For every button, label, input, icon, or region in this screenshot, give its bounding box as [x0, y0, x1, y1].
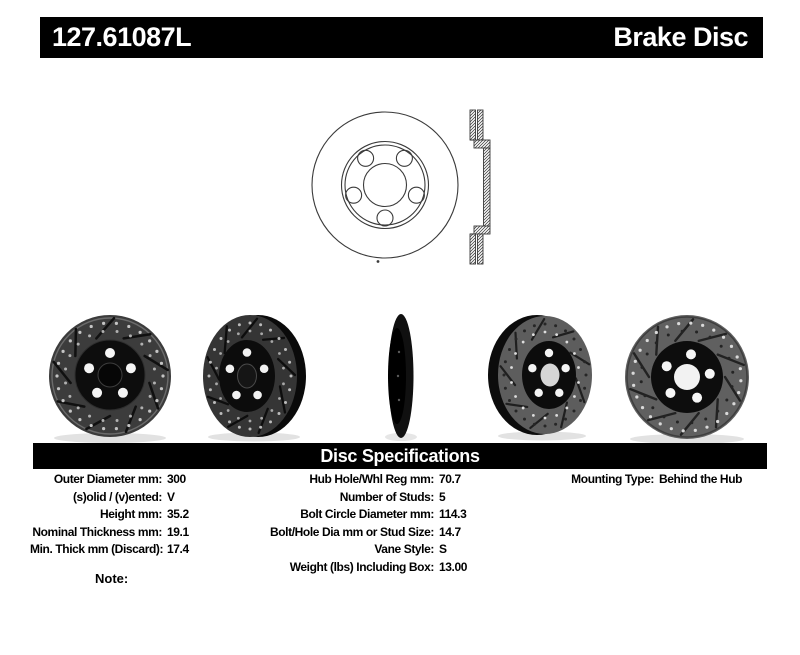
- spec-label: Bolt Circle Diameter mm:: [300, 507, 434, 521]
- spec-row: [262, 524, 467, 542]
- spec-row: [30, 524, 189, 542]
- rotor-photo-edge-profile: [385, 314, 417, 441]
- spec-value: 35.2: [167, 507, 189, 521]
- rotor-photo-angled-left-gray: [488, 315, 592, 441]
- drawing-bottom-tick: [377, 260, 380, 263]
- spec-label: Bolt/Hole Dia mm or Stud Size:: [269, 524, 434, 539]
- spec-value: 5: [439, 489, 446, 504]
- spec-value: 114.3: [439, 507, 467, 521]
- spec-row: [262, 506, 467, 524]
- spec-row: [30, 541, 189, 559]
- rotor-photo-front-gray: [625, 315, 749, 444]
- brake-disc-cross-section-line-drawing: [470, 110, 490, 264]
- spec-section-title: Disc Specifications: [320, 445, 480, 466]
- spec-row: [30, 471, 189, 489]
- product-type-title: Brake Disc: [613, 22, 748, 52]
- spec-label: Min. Thick mm (Discard):: [30, 542, 164, 556]
- spec-value: V: [167, 489, 175, 504]
- spec-row: [262, 541, 467, 559]
- rotor-photo-angled-right-dark: [203, 315, 306, 442]
- spec-label: Height mm:: [99, 507, 162, 521]
- spec-row: [520, 471, 742, 489]
- spec-column-middle: [262, 471, 467, 576]
- spec-row: [30, 506, 189, 524]
- spec-value: 19.1: [167, 524, 189, 539]
- spec-column-right: [520, 471, 742, 489]
- spec-row: [262, 471, 467, 489]
- spec-label: Mounting Type:: [571, 472, 654, 486]
- spec-value: 14.7: [439, 524, 461, 539]
- brake-disc-front-line-drawing: [312, 112, 458, 263]
- spec-section-bar: [33, 443, 767, 469]
- rotor-photo-front-dark: [49, 315, 171, 443]
- spec-label: Hub Hole/Whl Reg mm:: [309, 472, 434, 486]
- spec-column-left: [30, 471, 189, 559]
- spec-value: 70.7: [439, 472, 461, 486]
- spec-label: Weight (lbs) Including Box:: [289, 559, 434, 574]
- spec-label: Number of Studs:: [339, 489, 434, 504]
- spec-value: 13.00: [439, 559, 468, 574]
- spec-label: Vane Style:: [374, 542, 434, 556]
- spec-row: [262, 489, 467, 507]
- header-bar: [40, 17, 763, 58]
- spec-row: [30, 489, 189, 507]
- spec-value: 17.4: [167, 542, 189, 556]
- spec-label: (s)olid / (v)ented:: [72, 489, 162, 504]
- note-label: Note:: [95, 571, 129, 586]
- spec-value: Behind the Hub: [659, 472, 743, 486]
- spec-value: 300: [167, 472, 186, 486]
- part-number: 127.61087L: [52, 22, 192, 52]
- spec-label: Outer Diameter mm:: [53, 472, 162, 486]
- spec-label: Nominal Thickness mm:: [32, 524, 162, 539]
- spec-row: [262, 559, 467, 577]
- spec-value: S: [439, 542, 447, 556]
